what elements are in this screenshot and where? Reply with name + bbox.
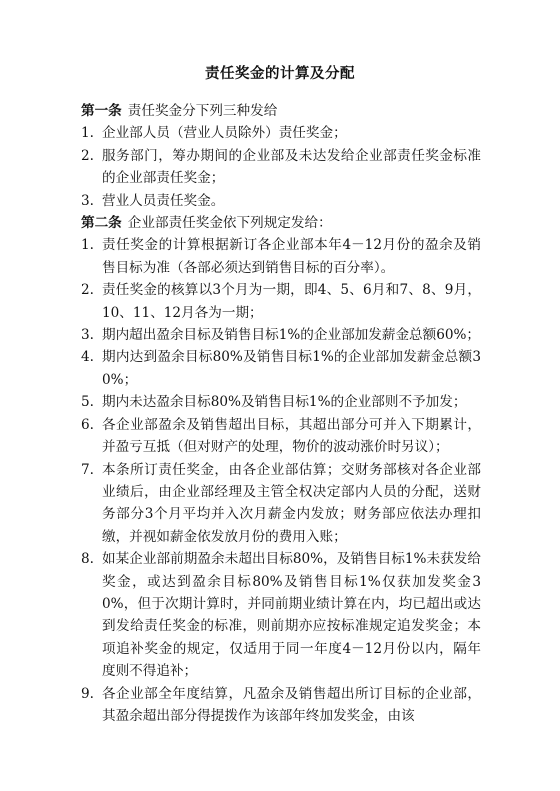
article-heading-text: 企业部责任奖金依下列规定发给： xyxy=(127,215,332,232)
list-item xyxy=(81,324,481,346)
list-item xyxy=(81,279,481,324)
item-text: 本条所订责任奖金，由各企业部估算；交财务部核对各企业部业绩后，由企业部经理及主管全权决定部内人员的分配，送财务部分3个月平均并入次月薪金内发放；财务部应依法办理扣缴，并视如薪金依发放月份的费用入账； xyxy=(102,461,481,545)
list-item xyxy=(81,122,481,144)
item-number: 1. xyxy=(81,125,94,142)
list-item xyxy=(81,548,481,682)
item-text: 各企业部盈余及销售超出目标，其超出部分可并入下期累计，并盈亏互抵（但对财产的处理，物价的波动涨价时另议）； xyxy=(102,416,481,456)
item-text: 责任奖金的计算根据新订各企业部本年4－12月份的盈余及销售目标为准（各部必须达到销售目标的百分率）。 xyxy=(102,237,481,276)
item-number: 8. xyxy=(81,551,94,568)
item-text: 服务部门，筹办期间的企业部及未达发给企业部责任奖金标准的企业部责任奖金； xyxy=(102,147,481,187)
item-number: 2. xyxy=(81,147,94,164)
document-title: 责任奖金的计算及分配 xyxy=(205,66,355,82)
item-number: 6. xyxy=(81,416,94,433)
item-number: 4. xyxy=(81,349,94,366)
article-heading-text: 责任奖金分下列三种发给 xyxy=(127,103,278,119)
item-number: 3. xyxy=(81,192,94,209)
list-item xyxy=(81,414,481,459)
article-label: 第二条 xyxy=(81,215,122,232)
list-item xyxy=(81,459,481,549)
item-text: 期内达到盈余目标80%及销售目标1%的企业部加发薪金总额30%； xyxy=(102,349,481,388)
list-item xyxy=(81,234,481,279)
item-text: 期内未达盈余目标80%及销售目标1%的企业部则不予加发； xyxy=(102,394,467,411)
item-number: 7. xyxy=(81,461,94,478)
list-item xyxy=(81,145,481,190)
list-item xyxy=(81,391,481,413)
list-item xyxy=(81,190,481,212)
item-number: 5. xyxy=(81,394,94,411)
article-label: 第一条 xyxy=(81,103,122,119)
item-text: 责任奖金的核算以3个月为一期，即4、5、6月和7、8、9月，10、11、12月各为一期； xyxy=(102,282,481,321)
item-number: 2. xyxy=(81,282,94,299)
item-number: 9. xyxy=(81,685,94,702)
document-body xyxy=(81,100,481,727)
list-item xyxy=(81,683,481,728)
item-text: 企业部人员（营业人员除外）责任奖金； xyxy=(102,125,347,142)
item-text: 期内超出盈余目标及销售目标1%的企业部加发薪金总额60%； xyxy=(102,327,481,344)
item-text: 各企业部全年度结算，凡盈余及销售超出所订目标的企业部，其盈余超出部分得提拨作为该部年终加发奖金，由该 xyxy=(102,685,481,724)
article-1-heading xyxy=(81,100,481,122)
item-text: 如某企业部前期盈余未超出目标80%，及销售目标1%未获发给奖金，或达到盈余目标80%及销售目标1%仅获加发奖金30%，但于次期计算时，并同前期业绩计算在内，均已超出或达到发给责任奖金的标准，则前期亦应按标准规定追发奖金；本项追补奖金的规定，仅适用于同一年度4－12月份以内，隔年度则不得追补； xyxy=(102,551,481,680)
item-number: 3. xyxy=(81,327,94,344)
article-2-heading xyxy=(81,212,481,234)
item-text: 营业人员责任奖金。 xyxy=(102,192,225,209)
list-item xyxy=(81,346,481,391)
item-number: 1. xyxy=(81,237,94,254)
